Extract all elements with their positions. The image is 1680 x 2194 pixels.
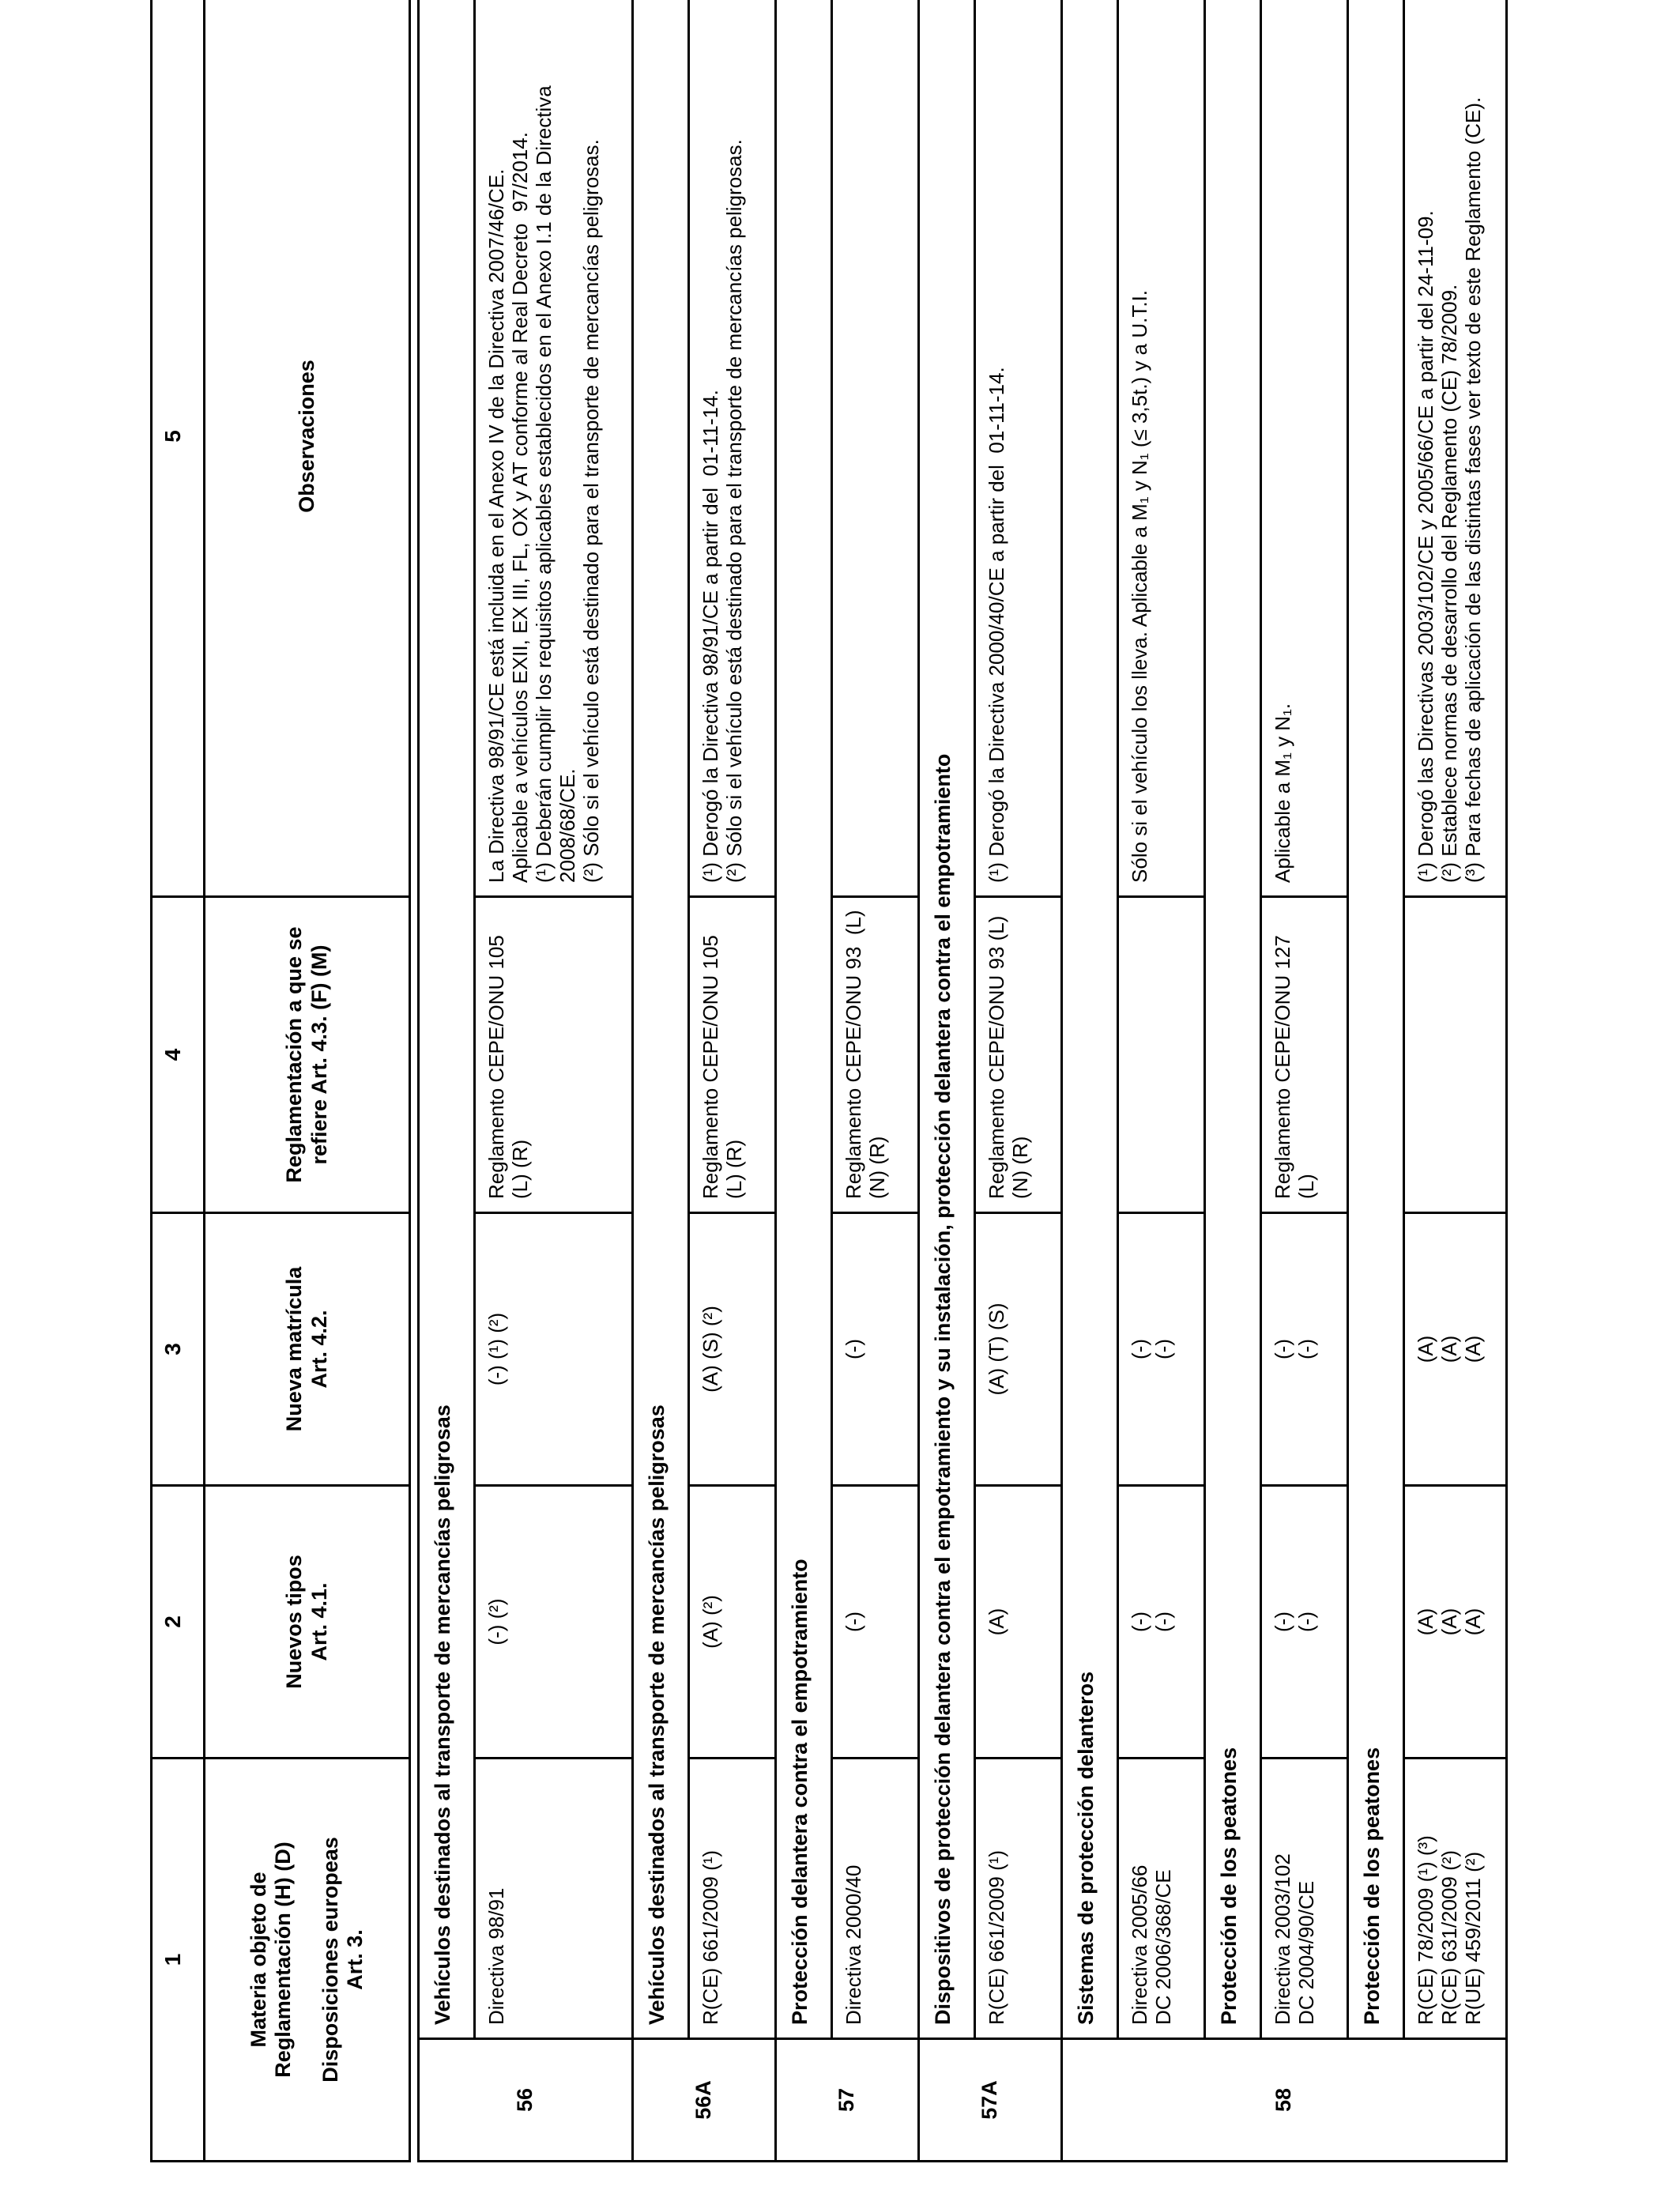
materia-cell bbox=[1118, 1758, 1205, 2038]
observaciones-cell bbox=[1118, 0, 1205, 896]
matricula-cell: (-) bbox=[832, 1212, 919, 1485]
materia-cell: R(CE) 661/2009 (¹) bbox=[689, 1758, 776, 2038]
table-row bbox=[689, 0, 776, 2162]
section-title: Sistemas de protección delanteros bbox=[1062, 0, 1118, 2039]
section-title: Dispositivos de protección delantera contra el empotramiento y su instalación, protección delantera contra el empotramiento bbox=[919, 0, 975, 2039]
observaciones-cell bbox=[832, 0, 919, 896]
row-index: 57A bbox=[919, 2039, 1062, 2162]
matricula-line: (A) bbox=[1437, 1335, 1461, 1363]
reglamentacion-line: Reglamento CEPE/ONU 127 bbox=[1271, 935, 1294, 1199]
col-number-1: 1 bbox=[152, 1758, 205, 2161]
materia-line: DC 2006/368/CE bbox=[1151, 1869, 1175, 2025]
materia-line: R(CE) 631/2009 (²) bbox=[1437, 1849, 1461, 2025]
materia-line: DC 2004/90/CE bbox=[1294, 1880, 1318, 2025]
matricula-line: (-) bbox=[1151, 1339, 1175, 1359]
col-number-4: 4 bbox=[152, 896, 205, 1212]
header-nuevos-line1: Nuevos tipos bbox=[282, 1555, 307, 1689]
header-materia-line3: Disposiciones europeas bbox=[318, 1837, 342, 2083]
col-number-5: 5 bbox=[152, 0, 205, 896]
nuevos-line: (A) bbox=[1414, 1608, 1437, 1636]
reglamentacion-line: Reglamento CEPE/ONU 105 bbox=[699, 935, 722, 1199]
matricula-line: (-) bbox=[1271, 1339, 1294, 1359]
nuevos-line: (-) bbox=[1271, 1612, 1294, 1632]
reglamentacion-line: Reglamento CEPE/ONU 105 bbox=[484, 935, 508, 1199]
section-row bbox=[776, 0, 832, 2162]
section-row bbox=[1062, 0, 1118, 2162]
section-title: Vehículos destinados al transporte de mercancías peligrosas bbox=[633, 0, 689, 2039]
materia-line: Directiva 2005/66 bbox=[1128, 1864, 1151, 2025]
table-row bbox=[1404, 0, 1507, 2162]
matricula-cell: (A) (T) (S) bbox=[975, 1212, 1062, 1485]
section-row bbox=[633, 0, 689, 2162]
materia-cell bbox=[1261, 1758, 1348, 2038]
header-row bbox=[205, 0, 410, 2162]
obs-line: Aplicable a vehículos EXII, EX III, FL, OX y AT conforme al Real Decreto 97/2014. bbox=[507, 132, 532, 883]
matricula-line: (-) bbox=[1294, 1339, 1318, 1359]
header-materia bbox=[205, 1758, 410, 2161]
observaciones-cell bbox=[1404, 0, 1507, 896]
reglamentacion-line: (L) (R) bbox=[507, 1139, 532, 1199]
reglamentacion-line: Reglamento CEPE/ONU 93 (L) bbox=[842, 910, 865, 1199]
nuevos-line: (-) bbox=[1294, 1612, 1318, 1632]
nuevos-line: (-) bbox=[1151, 1612, 1175, 1632]
header-matricula-line2: Art. 4.2. bbox=[307, 1310, 331, 1389]
obs-line: Aplicable a M₁ y N₁. bbox=[1271, 703, 1294, 883]
materia-cell bbox=[1404, 1758, 1507, 2038]
obs-line: (³) Para fechas de aplicación de las distintas fases ver texto de este Reglamento (CE). bbox=[1460, 96, 1485, 883]
nuevos-line: (A) bbox=[1437, 1608, 1461, 1636]
obs-line: (¹) Derogó la Directiva 98/91/CE a partir del 01-11-14. bbox=[699, 390, 722, 883]
obs-line: (¹) Derogó las Directivas 2003/102/CE y 2005/66/CE a partir del 24-11-09. bbox=[1414, 210, 1437, 883]
header-materia-line4: Art. 3. bbox=[342, 1929, 367, 1990]
table-row bbox=[1261, 0, 1348, 2162]
header-nuevos-line2: Art. 4.1. bbox=[307, 1582, 331, 1661]
reglamentacion-cell bbox=[832, 896, 919, 1212]
table-row bbox=[832, 0, 919, 2162]
col-number-2: 2 bbox=[152, 1485, 205, 1758]
matricula-cell bbox=[1261, 1212, 1348, 1485]
row-index: 57 bbox=[776, 2039, 919, 2162]
observaciones-cell bbox=[689, 0, 776, 896]
reglamentacion-line: (N) (R) bbox=[1008, 1136, 1032, 1199]
reglamentacion-cell bbox=[475, 896, 633, 1212]
section-title: Protección delantera contra el empotramiento bbox=[776, 0, 832, 2039]
materia-cell: Directiva 98/91 bbox=[475, 1758, 633, 2038]
observaciones-cell bbox=[475, 0, 633, 896]
header-matricula bbox=[205, 1212, 410, 1485]
reglamentacion-cell bbox=[1118, 896, 1205, 1212]
reglamentacion-cell bbox=[1404, 896, 1507, 1212]
column-number-row bbox=[152, 0, 205, 2162]
materia-cell: R(CE) 661/2009 (¹) bbox=[975, 1758, 1062, 2038]
matricula-cell bbox=[1118, 1212, 1205, 1485]
section-row bbox=[1348, 0, 1404, 2162]
nuevos-line: (A) bbox=[1460, 1608, 1485, 1636]
header-reglamentacion-line1: Reglamentación a que se bbox=[282, 926, 307, 1183]
col-number-3: 3 bbox=[152, 1212, 205, 1485]
row-index: 56A bbox=[633, 2039, 776, 2162]
table-row bbox=[975, 0, 1062, 2162]
obs-line: (²) Establece normas de desarrollo del Reglamento (CE) 78/2009. bbox=[1437, 284, 1461, 883]
header-observaciones: Observaciones bbox=[205, 0, 410, 896]
header-reglamentacion-line2: refiere Art. 4.3. (F) (M) bbox=[307, 944, 331, 1165]
materia-line: Directiva 2003/102 bbox=[1271, 1853, 1294, 2025]
section-row bbox=[1205, 0, 1261, 2162]
section-row bbox=[919, 0, 975, 2162]
reglamentacion-line: (L) (R) bbox=[721, 1139, 746, 1199]
nuevos-cell: (A) (²) bbox=[689, 1485, 776, 1758]
reglamentacion-cell bbox=[689, 896, 776, 1212]
reglamentacion-line: (N) (R) bbox=[864, 1136, 889, 1199]
materia-line: R(UE) 459/2011 (²) bbox=[1460, 1851, 1485, 2025]
section-row bbox=[419, 0, 475, 2162]
regulation-table bbox=[150, 0, 1508, 2162]
obs-line: Sólo si el vehículo los lleva. Aplicable a M₁ y N₁ (≤ 3,5t.) y a U.T.I. bbox=[1128, 289, 1151, 883]
materia-line: R(CE) 78/2009 (¹) (³) bbox=[1414, 1835, 1437, 2025]
reglamentacion-line: Reglamento CEPE/ONU 93 (L) bbox=[985, 915, 1008, 1199]
matricula-line: (A) bbox=[1460, 1335, 1485, 1363]
section-title: Vehículos destinados al transporte de mercancías peligrosas bbox=[419, 0, 475, 2039]
table-row bbox=[1118, 0, 1205, 2162]
reglamentacion-cell bbox=[975, 896, 1062, 1212]
header-reglamentacion bbox=[205, 896, 410, 1212]
nuevos-cell: (A) bbox=[975, 1485, 1062, 1758]
spacer bbox=[410, 0, 419, 2162]
section-title: Protección de los peatones bbox=[1205, 0, 1261, 2039]
reglamentacion-line: (L) bbox=[1294, 1174, 1318, 1199]
nuevos-line: (-) bbox=[1128, 1612, 1151, 1632]
nuevos-cell: (-) bbox=[832, 1485, 919, 1758]
nuevos-cell bbox=[1404, 1485, 1507, 1758]
header-materia-line2: Reglamentación (H) (D) bbox=[271, 1842, 296, 2078]
matricula-line: (-) bbox=[1128, 1339, 1151, 1359]
matricula-line: (A) bbox=[1414, 1335, 1437, 1363]
obs-line: (²) Sólo si el vehículo está destinado para el transporte de mercancías peligrosas. bbox=[578, 139, 603, 883]
materia-cell: Directiva 2000/40 bbox=[832, 1758, 919, 2038]
matricula-cell: (A) (S) (²) bbox=[689, 1212, 776, 1485]
header-matricula-line1: Nueva matrícula bbox=[282, 1266, 307, 1432]
matricula-cell: (-) (¹) (²) bbox=[475, 1212, 633, 1485]
obs-line: 2008/68/CE. bbox=[555, 768, 579, 883]
nuevos-cell: (-) (²) bbox=[475, 1485, 633, 1758]
header-materia-line1: Materia objeto de bbox=[247, 1872, 271, 2048]
obs-line: (¹) Derogó la Directiva 2000/40/CE a partir del 01-11-14. bbox=[985, 367, 1008, 883]
row-index: 56 bbox=[419, 2039, 633, 2162]
obs-line: La Directiva 98/91/CE está incluida en el Anexo IV de la Directiva 2007/46/CE. bbox=[484, 168, 508, 883]
header-nuevos bbox=[205, 1485, 410, 1758]
observaciones-cell bbox=[975, 0, 1062, 896]
nuevos-cell bbox=[1118, 1485, 1205, 1758]
obs-line: (¹) Deberán cumplir los requisitos aplicables establecidos en el Anexo I.1 de la Directiva bbox=[531, 85, 556, 883]
observaciones-cell bbox=[1261, 0, 1348, 896]
matricula-cell bbox=[1404, 1212, 1507, 1485]
section-title: Protección de los peatones bbox=[1348, 0, 1404, 2039]
obs-line: (²) Sólo si el vehículo está destinado para el transporte de mercancías peligrosas. bbox=[721, 139, 746, 883]
reglamentacion-cell bbox=[1261, 896, 1348, 1212]
table-row bbox=[475, 0, 633, 2162]
nuevos-cell bbox=[1261, 1485, 1348, 1758]
row-index: 58 bbox=[1062, 2039, 1507, 2162]
